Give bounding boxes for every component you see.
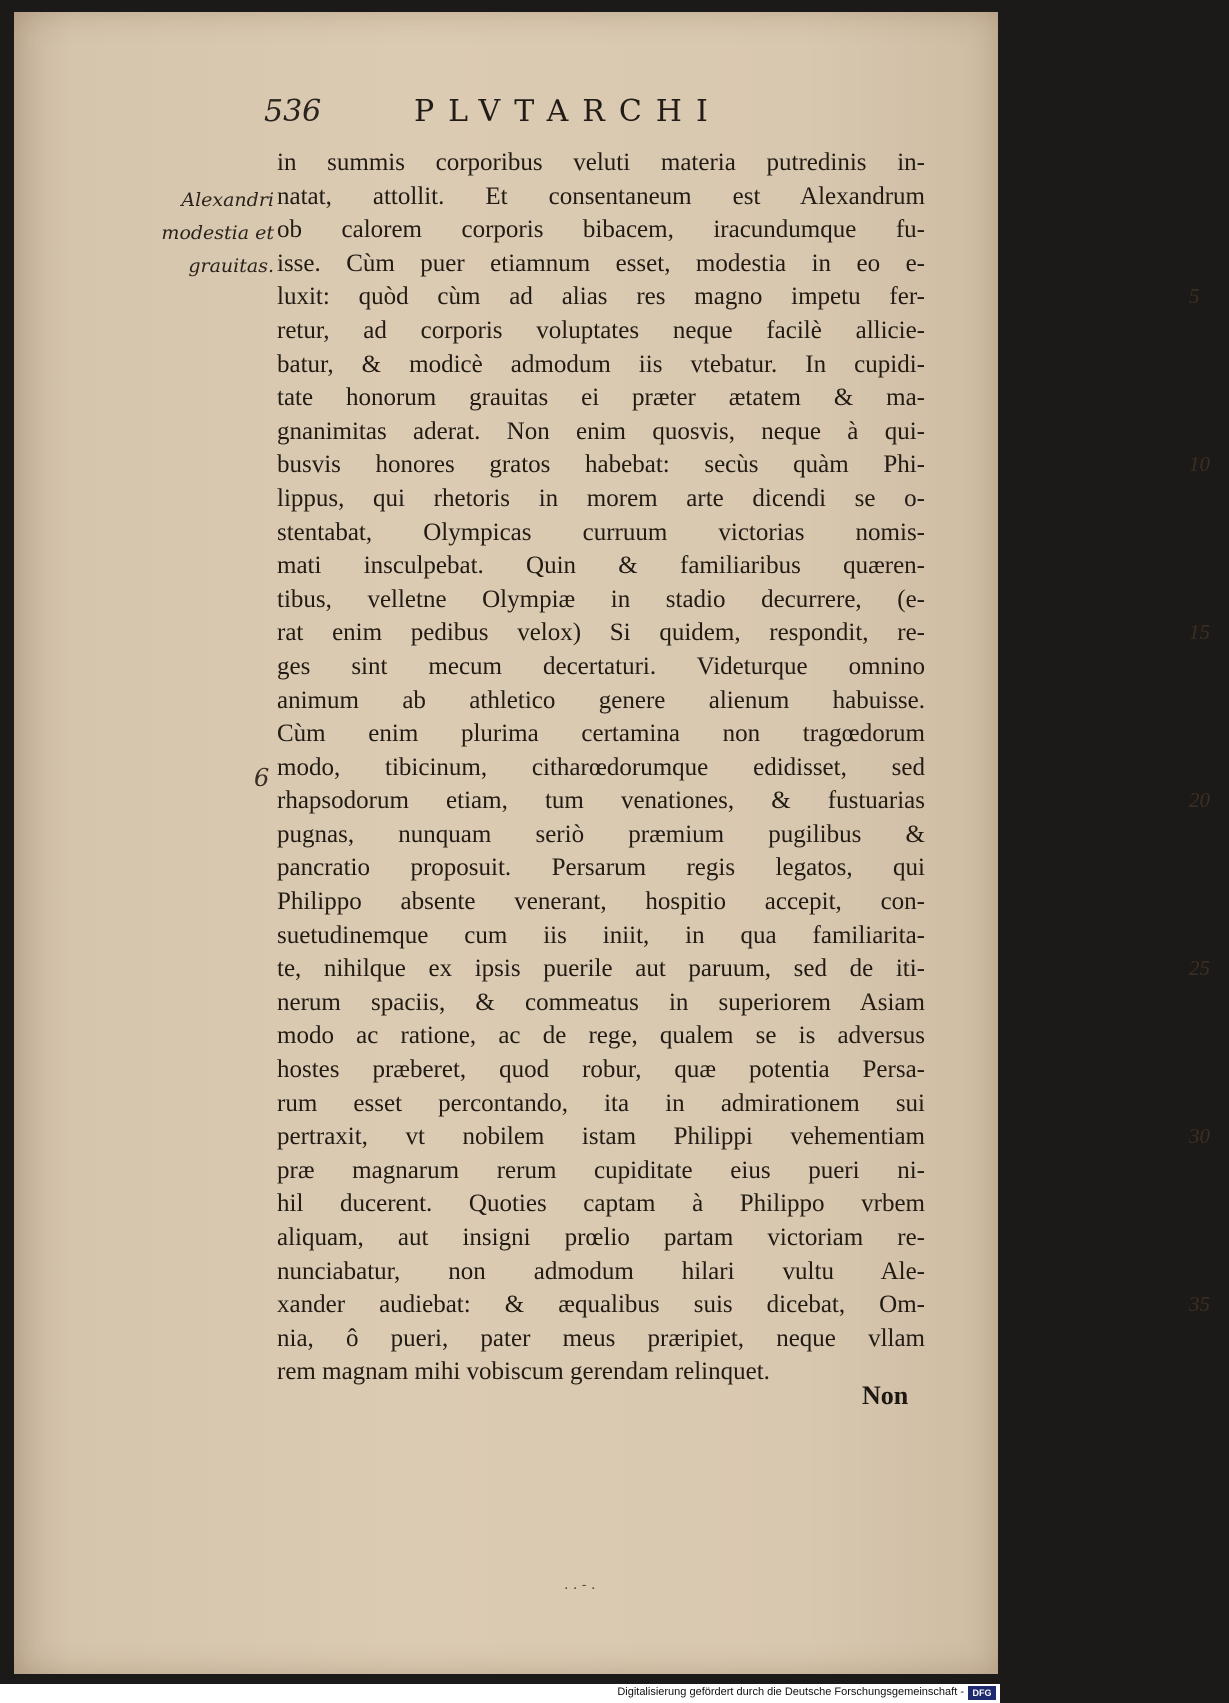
line-number: 5 [1189,284,1200,309]
text-line: batur, & modicè admodum iis vtebatur. In cupidi- [277,350,925,378]
footer-bar [0,1684,1000,1703]
running-title: PLVTARCHI [414,94,722,129]
text-line: Philippo absente venerant, hospitio accepit, con- [277,888,925,916]
text-line: mati insculpebat. Quin & familiaribus quæren- [277,552,925,580]
line-numbers [1189,146,1229,1646]
text-line: animum ab athletico genere alienum habuisse. [277,686,925,714]
text-line: modo ac ratione, ac de rege, qualem se is adversus [277,1022,925,1050]
line-number: 35 [1189,1292,1210,1317]
text-line: nia, ô pueri, pater meus præripiet, neque vllam [277,1324,925,1352]
line-number: 15 [1189,620,1210,645]
catchword: Non [862,1381,909,1410]
marginal-note-line: Alexandri [181,189,274,211]
text-line: nunciabatur, non admodum hilari vultu Ale- [277,1257,925,1285]
book-page [14,12,1210,1674]
text-line: retur, ad corporis voluptates neque facilè allicie- [277,316,925,344]
text-line: pugnas, nunquam seriò præmium pugilibus & [277,820,925,848]
text-line: tibus, velletne Olympiæ in stadio decurrere, (e- [277,585,925,613]
text-line: pertraxit, vt nobilem istam Philippi vehementiam [277,1123,925,1151]
text-line: ob calorem corporis bibacem, iracundumque fu- [277,216,925,244]
text-line: modo, tibicinum, citharœdorumque edidisset, sed [277,753,925,781]
text-line: ges sint mecum decertaturi. Videturque omnino [277,652,925,680]
text-line: rhapsodorum etiam, tum venationes, & fustuarias [277,787,925,815]
text-line: tate honorum grauitas ei præter ætatem & ma- [277,384,925,412]
text-line: hil ducerent. Quoties captam à Philippo vrbem [277,1190,925,1218]
text-line: rem magnam mihi vobiscum gerendam relinquet. [277,1358,770,1386]
line-number: 25 [1189,956,1210,981]
text-line: suetudinemque cum iis iniit, in qua familiarita- [277,921,925,949]
text-line: Cùm enim plurima certamina non tragœdorum [277,720,925,748]
marginal-note-line: grauitas. [188,255,274,277]
text-line: præ magnarum rerum cupiditate eius pueri ni- [277,1156,925,1184]
text-line: in summis corporibus veluti materia putredinis in- [277,149,925,176]
line-number: 20 [1189,788,1210,813]
text-line: lippus, qui rhetoris in morem arte dicendi se o- [277,484,925,512]
page-number: 536 [264,94,322,129]
text-line: hostes præberet, quod robur, quæ potentia Persa- [277,1056,925,1084]
page-header [264,94,864,134]
dfg-logo-icon: DFG [968,1686,996,1700]
text-line: luxit: quòd cùm ad alias res magno impetu fer- [277,283,925,311]
page-smudge: . . - . [564,1577,596,1593]
text-line: rat enim pedibus velox) Si quidem, respondit, re- [277,619,925,647]
footer-credit: Digitalisierung gefördert durch die Deutsche Forschungsgemeinschaft - [617,1686,964,1698]
text-line: stentabat, Olympicas curruum victorias nomis- [277,518,925,546]
text-line: te, nihilque ex ipsis puerile aut paruum, sed de iti- [277,955,925,983]
line-number: 30 [1189,1124,1210,1149]
text-line: natat, attollit. Et consentaneum est Alexandrum [277,182,925,210]
text-line: aliquam, aut insigni prœlio partam victoriam re- [277,1224,925,1251]
text-line: gnanimitas aderat. Non enim quosvis, neque à qui- [277,417,925,445]
text-line: nerum spaciis, & commeatus in superiorem Asiam [277,988,925,1016]
text-line: isse. Cùm puer etiamnum esset, modestia in eo e- [277,249,925,277]
body-text [277,146,1210,1389]
text-line: pancratio proposuit. Persarum regis legatos, qui [277,854,925,882]
text-line: busvis honores gratos habebat: secùs quàm Phi- [277,451,925,479]
text-line: rum esset percontando, ita in admirationem sui [277,1089,925,1117]
marginal-note-line: modestia et [161,222,274,244]
line-number: 10 [1189,452,1210,477]
signature-mark: 6 [254,764,270,792]
text-line: xander audiebat: & æqualibus suis dicebat, Om- [277,1291,925,1319]
marginal-note [154,184,274,283]
